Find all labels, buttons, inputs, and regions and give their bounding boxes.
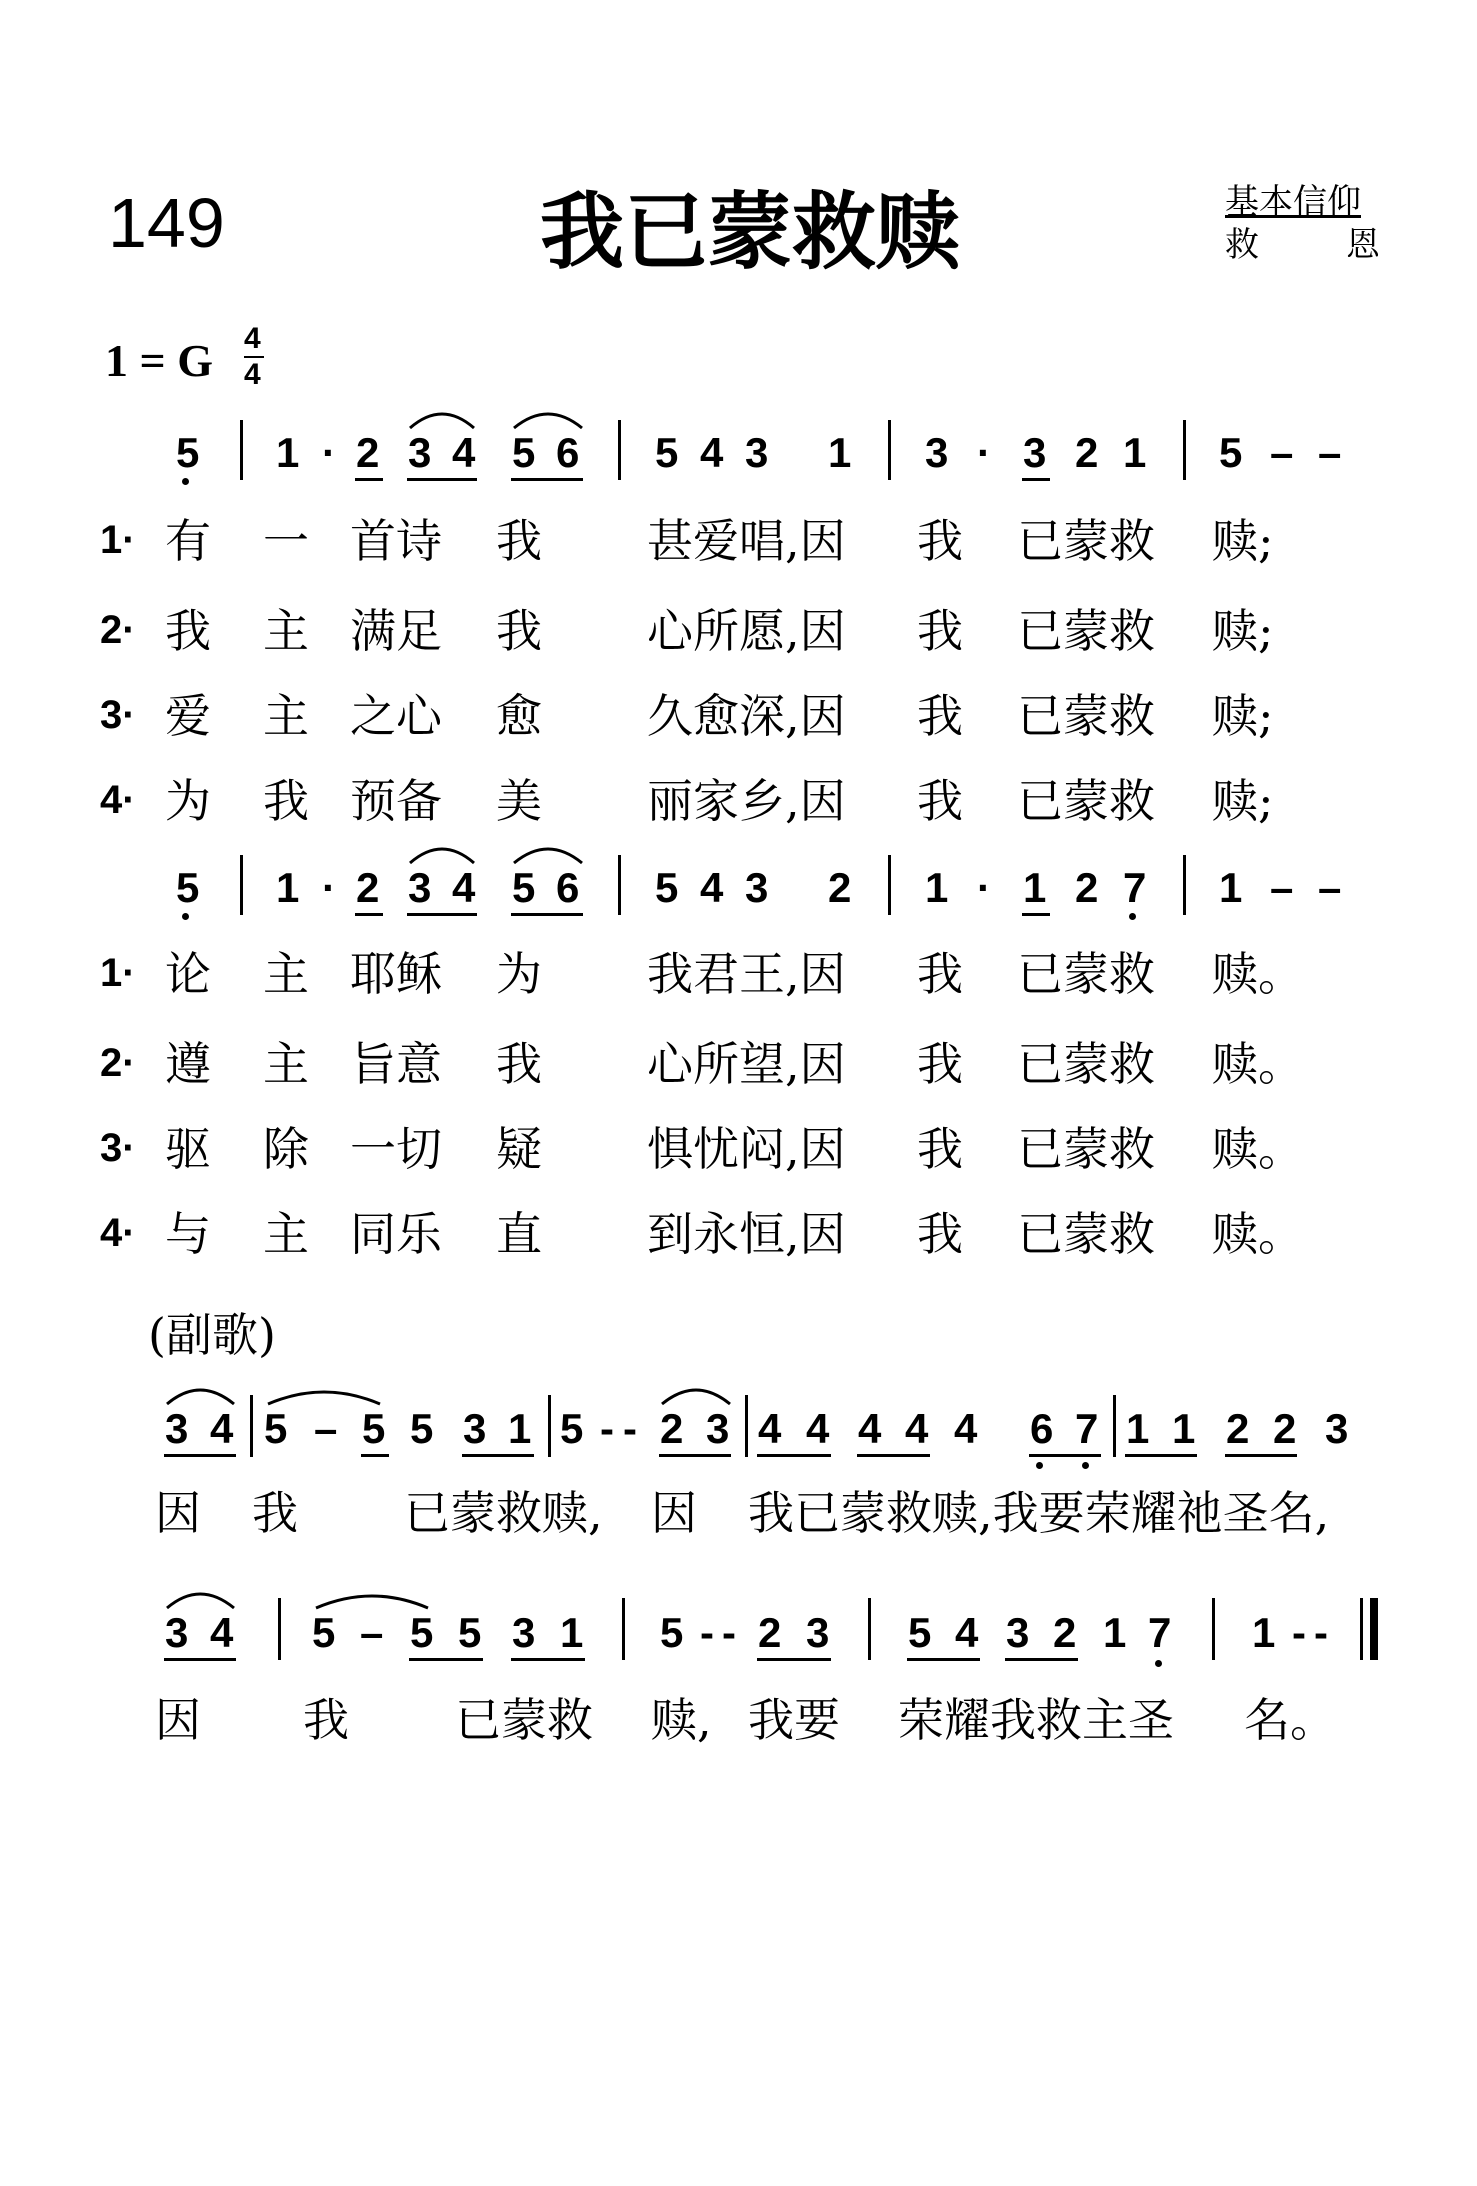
lyric: 已蒙救 [455,1693,593,1747]
note: 5 [660,1609,684,1656]
lyric: 丽家乡,因 [647,774,846,828]
note: 1 [508,1405,532,1452]
lyric: 主 [263,604,309,658]
time-signature-top: 4 [244,322,261,355]
slur [167,1594,234,1608]
lyric: 美 [496,774,542,828]
note: 2 [1053,1609,1077,1656]
note: 4 [452,864,476,911]
lyric: 主 [263,1037,309,1091]
lyric: 荣耀我救主圣 [898,1693,1174,1747]
lyric: 心所愿,因 [647,604,846,658]
dot-extension: · [322,429,336,476]
lyric: 主 [263,947,309,1001]
lyric: 与 [165,1207,211,1261]
lyric: 之心 [350,689,442,743]
lyric: 已蒙救 [1017,1122,1155,1176]
dash: - [623,1405,637,1452]
verse-number: 4· [100,1211,136,1255]
lyric: 我 [165,604,211,658]
note: 2 [1273,1405,1297,1452]
lyric: 驱 [165,1122,211,1176]
note: 7 [1148,1609,1172,1656]
note: 5 [176,864,200,911]
note: 4 [758,1405,782,1452]
note: 6 [556,864,580,911]
slur [167,1390,234,1404]
lyric: 我 [496,604,542,658]
lyric: 我 [496,514,542,568]
note: 3 [1325,1405,1349,1452]
dash: – [314,1405,338,1452]
note: 5 [410,1405,434,1452]
lyric: 耶稣 [350,947,442,1001]
lyric: 我 [917,689,963,743]
slur [662,1390,730,1404]
lyric: 赎。 [1212,1122,1304,1176]
lyric: 我 [917,604,963,658]
lyric: 赎; [1212,774,1274,828]
note: 1 [1252,1609,1276,1656]
lyric: 久愈深,因 [647,689,846,743]
lyric: 为 [496,947,542,1001]
slur [316,1596,428,1608]
note: 3 [806,1609,830,1656]
lyric: 预备 [350,774,442,828]
note: 5 [655,429,679,476]
dash: - [1292,1609,1306,1656]
lyric: 同乐 [350,1207,442,1261]
note: 3 [408,864,432,911]
note: 1 [276,864,300,911]
slur [514,849,582,863]
lyric: 已蒙救 [1017,514,1155,568]
dot-extension: · [977,864,991,911]
note: 2 [828,864,852,911]
note: 5 [655,864,679,911]
verse-number: 1· [100,518,136,562]
dash: – [1270,864,1294,911]
note: 4 [700,864,724,911]
verse-number: 3· [100,1126,136,1170]
lyric: 为 [165,774,211,828]
lyric: 我 [263,774,309,828]
lyric: 我 [917,1207,963,1261]
note: 5 [560,1405,584,1452]
note: 1 [1126,1405,1150,1452]
key-signature: 1 = G [105,335,213,386]
lyric: 满足 [350,604,442,658]
lyric: 我君王,因 [647,947,846,1001]
lyric: 已蒙救赎, [404,1486,603,1540]
category-main: 基本信仰 [1225,182,1361,222]
lyric: 心所望,因 [647,1037,846,1091]
dash: - [700,1609,714,1656]
lyric: 甚爱唱,因 [647,514,846,568]
dash: - [600,1405,614,1452]
category-sub-2: 恩 [1346,225,1380,265]
note: 3 [512,1609,536,1656]
note: 2 [356,864,380,911]
note: 1 [276,429,300,476]
note: 5 [512,429,536,476]
note: 3 [165,1609,189,1656]
lyric: 我 [252,1486,298,1540]
note: 2 [356,429,380,476]
category-sub-1: 救 [1225,225,1259,265]
verse-number: 4· [100,778,136,822]
lyric: 除 [263,1122,309,1176]
dash: - [722,1609,736,1656]
note: 2 [758,1609,782,1656]
lyric: 一切 [350,1122,442,1176]
note: 5 [176,429,200,476]
verse-number: 2· [100,1041,136,1085]
note: 4 [210,1405,234,1452]
lyric: 主 [263,1207,309,1261]
lyric: 直 [496,1207,542,1261]
lyric: 赎; [1212,604,1274,658]
note: 3 [408,429,432,476]
note: 1 [828,429,852,476]
note: 3 [745,864,769,911]
lyric: 旨意 [350,1037,442,1091]
dot-extension: · [977,429,991,476]
note: 1 [1023,864,1047,911]
note: 5 [312,1609,336,1656]
lyric: 主 [263,689,309,743]
lyric: 赎。 [1212,1037,1304,1091]
note: 3 [1023,429,1047,476]
slur [410,414,474,428]
lyric: 因 [155,1693,201,1747]
lyric: 已蒙救 [1017,604,1155,658]
note: 4 [210,1609,234,1656]
note: 7 [1123,864,1147,911]
chorus-label: (副歌) [148,1308,276,1362]
note: 1 [1123,429,1147,476]
hymn-number: 149 [108,184,225,262]
note: 4 [452,429,476,476]
lyric: 我 [917,947,963,1001]
lyric: 我 [303,1693,349,1747]
note: 2 [1075,429,1099,476]
note: 3 [1006,1609,1030,1656]
lyric: 赎; [1212,514,1274,568]
lyric: 已蒙救 [1017,774,1155,828]
slur [410,849,474,863]
dash: – [1318,864,1342,911]
lyric: 我 [917,774,963,828]
dash: – [360,1609,384,1656]
lyric: 到永恒,因 [647,1207,846,1261]
note: 5 [512,864,536,911]
lyric: 已蒙救 [1017,689,1155,743]
lyric: 因 [155,1486,201,1540]
slur [514,414,582,428]
lyric: 已蒙救 [1017,947,1155,1001]
lyric: 赎。 [1212,1207,1304,1261]
lyric: 赎; [1212,689,1274,743]
note: 4 [905,1405,929,1452]
lyric: 因 [651,1486,697,1540]
note: 4 [955,1609,979,1656]
note: 4 [700,429,724,476]
note: 5 [458,1609,482,1656]
note: 3 [925,429,949,476]
lyric: 疑 [496,1122,542,1176]
lyric: 赎, [651,1693,712,1747]
page-title: 我已蒙救赎 [540,183,961,281]
lyric: 名。 [1244,1693,1336,1747]
note: 3 [463,1405,487,1452]
note: 2 [1075,864,1099,911]
note: 5 [264,1405,288,1452]
note: 6 [1030,1405,1054,1452]
lyric: 我要 [748,1693,840,1747]
note: 5 [410,1609,434,1656]
verse-number: 1· [100,951,136,995]
lyric: 已蒙救 [1017,1207,1155,1261]
lyric: 惧忧闷,因 [647,1122,846,1176]
note: 4 [806,1405,830,1452]
lyric: 已蒙救 [1017,1037,1155,1091]
note: 2 [660,1405,684,1452]
lyric: 遵 [165,1037,211,1091]
note: 7 [1075,1405,1099,1452]
time-signature-bottom: 4 [244,358,261,391]
lyric: 首诗 [350,514,442,568]
lyric: 论 [165,947,211,1001]
dash: – [1270,429,1294,476]
slur [268,1392,380,1404]
note: 4 [858,1405,882,1452]
note: 2 [1226,1405,1250,1452]
note: 4 [954,1405,978,1452]
verse-number: 2· [100,608,136,652]
note: 5 [908,1609,932,1656]
dot-extension: · [322,864,336,911]
dash: - [1314,1609,1328,1656]
lyric: 有 [165,514,211,568]
lyric: 一 [263,514,309,568]
note: 5 [1219,429,1243,476]
note: 5 [362,1405,386,1452]
lyric: 我 [496,1037,542,1091]
note: 1 [925,864,949,911]
note: 3 [706,1405,730,1452]
lyric: 愈 [496,689,542,743]
note: 3 [745,429,769,476]
lyric: 我已蒙救赎,我要荣耀祂圣名, [748,1486,1330,1540]
verse-number: 3· [100,693,136,737]
note: 6 [556,429,580,476]
note: 1 [1172,1405,1196,1452]
dash: – [1318,429,1342,476]
lyric: 赎。 [1212,947,1304,1001]
lyric: 爱 [165,689,211,743]
lyric: 我 [917,1037,963,1091]
lyric: 我 [917,1122,963,1176]
note: 1 [1103,1609,1127,1656]
note: 1 [560,1609,584,1656]
note: 3 [165,1405,189,1452]
note: 1 [1219,864,1243,911]
lyric: 我 [917,514,963,568]
